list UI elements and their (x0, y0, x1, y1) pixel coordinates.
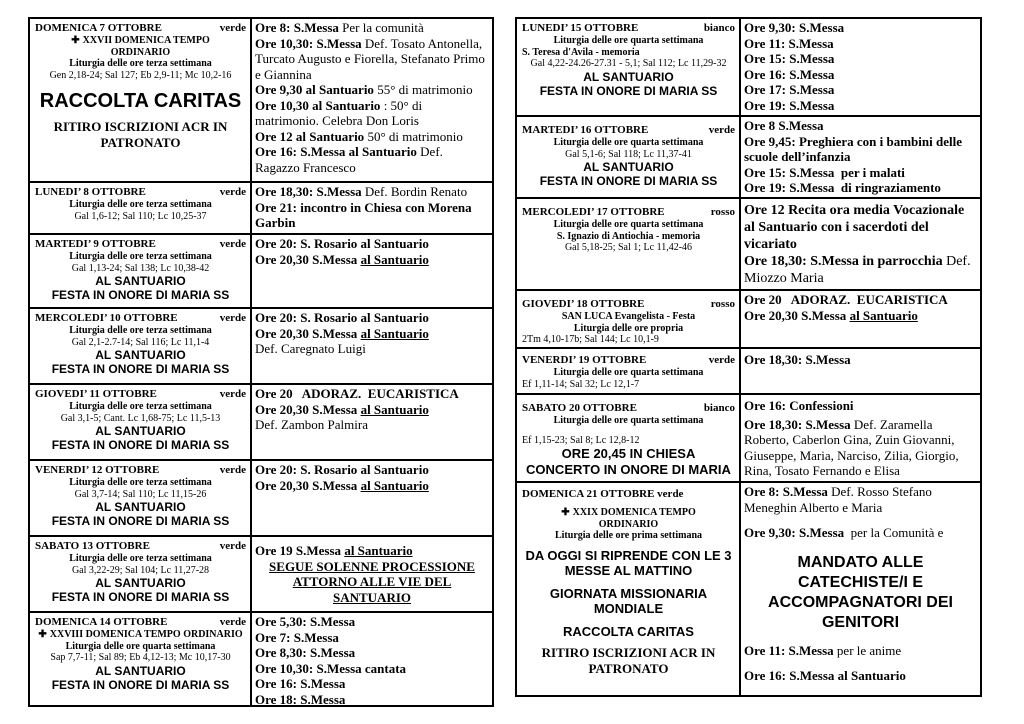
mass-time: Ore 20,30 S.Messa (255, 325, 361, 341)
day-title: DOMENICA 14 OTTOBRE (35, 616, 168, 628)
liturgy: Liturgia delle ore quarta settimana (553, 367, 704, 378)
mass-location: al Santuario (360, 401, 429, 417)
mass-time: Ore 10,30: S.Messa (255, 35, 362, 51)
liturgy: Liturgia delle ore quarta settimana (65, 640, 216, 652)
mass-time: Ore 18: S.Messa (255, 691, 346, 705)
mass-time: Ore 12 al Santuario (255, 128, 365, 144)
saint: S. Ignazio di Antiochia - memoria (556, 230, 701, 242)
mass-time: Ore 11: S.Messa (744, 642, 834, 658)
day-title: MARTEDI’ 16 OTTOBRE (522, 124, 649, 136)
right-column (515, 17, 982, 697)
announcement: RACCOLTA CARITAS (563, 623, 694, 639)
liturgy: Liturgia delle ore quarta settimana (553, 219, 704, 230)
day-title: MERCOLEDI’ 17 OTTOBRE (522, 206, 665, 218)
santuario-line: AL SANTUARIO (95, 576, 186, 590)
mass-time: Ore 18,30: S.Messa (255, 184, 362, 199)
announcement: DA OGGI SI RIPRENDE CON LE 3 MESSE AL MATTINO (525, 547, 732, 578)
day-row-thu18 (517, 291, 980, 349)
day-row-mon15 (517, 19, 980, 117)
mass-intention: per la Comunità e (844, 525, 944, 540)
announcement: GIORNATA MISSIONARIA MONDIALE (549, 585, 708, 616)
day-row-tue9 (30, 235, 492, 309)
feast-2: ORDINARIO (110, 46, 171, 58)
liturgical-color: verde (219, 616, 246, 628)
festa-line: FESTA IN ONORE DI MARIA SS (51, 514, 230, 528)
mass-time: Ore 15: S.Messa per i malati (744, 164, 905, 180)
day-title: LUNEDI’ 15 OTTOBRE (522, 22, 639, 34)
feast-2: ORDINARIO (598, 518, 659, 530)
day-title: MERCOLEDI’ 10 OTTOBRE (35, 312, 178, 324)
mass-time: Ore 16: S.Messa (255, 676, 346, 691)
event: Ore 21: incontro in Chiesa con Morena Garbin (255, 199, 472, 230)
readings: Ef 1,11-14; Sal 32; Lc 12,1-7 (522, 378, 640, 390)
mass-time: Ore 17: S.Messa (744, 82, 835, 97)
day-row-wed10 (30, 309, 492, 385)
mass-intention: per le anime (833, 642, 902, 658)
mass-intention: 50° di matrimonio (364, 128, 463, 144)
mass-intention: Def. Zambon Palmira (255, 417, 368, 432)
liturgy: Liturgia delle ore terza settimana (69, 251, 212, 262)
mass-time: Ore 15: S.Messa (744, 51, 835, 66)
liturgy: Liturgia delle ore terza settimana (69, 401, 212, 412)
day-title: GIOVEDI’ 11 OTTOBRE (35, 388, 157, 400)
mass-time: Ore 5,30: S.Messa (255, 614, 356, 629)
day-row-sat20 (517, 395, 980, 483)
liturgical-color: verde (219, 312, 246, 324)
liturgy: Liturgia delle ore prima settimana (554, 530, 703, 541)
santuario-line: AL SANTUARIO (95, 424, 186, 438)
readings: Gal 5,1-6; Sal 118; Lc 11,37-41 (565, 148, 692, 160)
procession-notice: SEGUE SOLENNE PROCESSIONE ATTORNO ALLE VIE DEL SANTUARIO (269, 558, 475, 605)
mass-time: Ore 10,30: S.Messa cantata (255, 660, 407, 676)
mass-intention: Per la comunità (338, 20, 424, 35)
feast: XXVII DOMENICA TEMPO (82, 35, 210, 46)
left-column (28, 17, 494, 707)
mass-time: Ore 9,30 al Santuario (255, 82, 374, 97)
mass-intention: Def. Rosso Stefano Meneghin Alberto e Maria (744, 484, 932, 515)
liturgy: Liturgia delle ore quarta settimana (553, 137, 704, 148)
mass-time: Ore 18,30: S.Messa (744, 416, 851, 432)
day-row-mon8 (30, 183, 492, 235)
day-title: SABATO 20 OTTOBRE (522, 402, 637, 414)
mass-time: Ore 16: S.Messa al Santuario (744, 668, 906, 683)
day-title: MARTEDI’ 9 OTTOBRE (35, 238, 156, 250)
liturgical-color: verde (219, 464, 246, 476)
event: Ore 20: S. Rosario al Santuario (255, 310, 429, 325)
festa-line: FESTA IN ONORE DI MARIA SS (51, 288, 230, 302)
liturgy: Liturgia delle ore quarta settimana (553, 415, 704, 426)
cross-icon: ✚ (71, 35, 80, 46)
readings: 2Tm 4,10-17b; Sal 144; Lc 10,1-9 (522, 334, 659, 345)
mass-time: Ore 16: S.Messa al Santuario (255, 144, 417, 159)
readings: Ef 1,15-23; Sal 8; Lc 12,8-12 (522, 434, 640, 446)
concert-line-2: CONCERTO IN ONORE DI MARIA (526, 462, 731, 477)
day-row-wed17 (517, 199, 980, 291)
event: Ore 20 ADORAZ. EUCARISTICA (744, 292, 948, 307)
event: Ore 20 ADORAZ. EUCARISTICA (255, 386, 459, 401)
mass-time: Ore 18,30: S.Messa in parrocchia (744, 254, 943, 269)
day-row-sun21 (517, 483, 980, 695)
day-title: SABATO 13 OTTOBRE (35, 540, 150, 552)
mass-time: Ore 19 S.Messa (255, 543, 345, 558)
liturgy: Liturgia delle ore terza settimana (69, 477, 212, 488)
mass-time: Ore 19: S.Messa di ringraziamento (744, 180, 941, 195)
liturgical-color: rosso (710, 206, 735, 218)
mass-time: Ore 8,30: S.Messa (255, 645, 356, 660)
mass-time: Ore 9,30: S.Messa (744, 20, 845, 35)
festa-line: FESTA IN ONORE DI MARIA SS (51, 677, 230, 692)
festa-line: FESTA IN ONORE DI MARIA SS (539, 174, 718, 188)
day-row-fri12 (30, 461, 492, 537)
day-title: LUNEDI’ 8 OTTOBRE (35, 186, 146, 198)
announcement-line-1: RITIRO ISCRIZIONI ACR IN (541, 644, 716, 660)
announcement-line-2: PATRONATO (588, 660, 669, 676)
mass-location: al Santuario (360, 325, 429, 341)
mass-time: Ore 8 S.Messa (744, 118, 824, 133)
mass-intention: Def. Zaramella Roberto, Caberlon Gina, Zuin Giovanni, Giuseppe, Maria, Narciso, Zilia, Giorgio, Rina, Tosato Fernando e Elisa (744, 416, 959, 478)
mass-time: Ore 11: S.Messa (744, 35, 834, 51)
festa-line: FESTA IN ONORE DI MARIA SS (539, 83, 718, 98)
mass-intention: : 50° di matrimonio. Celebra Don Loris (255, 97, 423, 128)
liturgical-color: bianco (703, 402, 735, 414)
mass-intention: Def. Miozzo Maria (744, 254, 971, 286)
big-announcement: RACCOLTA CARITAS (39, 90, 242, 112)
mass-location: al Santuario (360, 477, 429, 493)
liturgical-color: verde (219, 186, 246, 198)
festa-line: FESTA IN ONORE DI MARIA SS (51, 438, 230, 452)
liturgical-color: verde (219, 388, 246, 400)
liturgical-color: verde (708, 354, 735, 366)
feast: XXIX DOMENICA TEMPO (572, 507, 696, 518)
mass-intention: Def. Tosato Antonella, Turcato Augusto e Fiorella, Stefanato Primo e Giannina (255, 35, 485, 82)
liturgy: Liturgia delle ore terza settimana (69, 325, 212, 336)
liturgy: Liturgia delle ore quarta settimana (553, 35, 704, 46)
mass-time: Ore 9,30: S.Messa (744, 525, 845, 540)
event: Ore 20: S. Rosario al Santuario (255, 462, 429, 477)
mass-intention: Def. Ragazzo Francesco (255, 144, 443, 175)
readings: Gal 5,18-25; Sal 1; Lc 11,42-46 (564, 242, 693, 253)
readings: Gen 2,18-24; Sal 127; Eb 2,9-11; Mc 10,2-16 (49, 69, 232, 81)
announcement-line-1: RITIRO ISCRIZIONI ACR IN (53, 119, 228, 134)
liturgy: Liturgia delle ore terza settimana (69, 58, 212, 69)
day-row-tue16 (517, 117, 980, 199)
readings: Gal 2,1-2.7-14; Sal 116; Lc 11,1-4 (71, 336, 210, 348)
readings: Gal 1,6-12; Sal 110; Lc 10,25-37 (74, 210, 207, 222)
day-row-sun7 (30, 19, 492, 183)
mass-time: Ore 16: S.Messa (744, 66, 835, 82)
concert-line-1: ORE 20,45 IN CHIESA (561, 446, 696, 461)
mandate-announcement: MANDATO ALLE CATECHISTE/I E ACCOMPAGNATORI DEI GENITORI (768, 553, 953, 631)
santuario-line: AL SANTUARIO (95, 274, 186, 288)
mass-intention: 55° di matrimonio (373, 82, 473, 97)
mass-time: Ore 10,30 al Santuario (255, 97, 381, 113)
day-title: DOMENICA 7 OTTOBRE (35, 22, 162, 34)
announcement-line-2: PATRONATO (100, 135, 181, 150)
mass-location: al Santuario (849, 307, 918, 323)
mass-time: Ore 18,30: S.Messa (744, 352, 851, 367)
santuario-line: AL SANTUARIO (95, 500, 186, 514)
day-title: VENERDI’ 19 OTTOBRE (522, 354, 647, 366)
saint: S. Teresa d'Avila - memoria (522, 46, 640, 58)
mass-time: Ore 7: S.Messa (255, 629, 339, 645)
day-row-sat13 (30, 537, 492, 613)
liturgical-color: rosso (710, 298, 735, 310)
day-row-thu11 (30, 385, 492, 461)
liturgical-color: verde (219, 540, 246, 552)
cross-icon: ✚ (38, 629, 47, 640)
liturgical-color: verde (219, 238, 246, 250)
event: Ore 20: S. Rosario al Santuario (255, 236, 429, 251)
liturgy: Liturgia delle ore terza settimana (69, 553, 212, 564)
day-title: VENERDI’ 12 OTTOBRE (35, 464, 160, 476)
readings: Gal 1,13-24; Sal 138; Lc 10,38-42 (71, 262, 210, 274)
day-title: DOMENICA 21 OTTOBRE verde (522, 488, 684, 500)
cross-icon: ✚ (561, 507, 570, 518)
festa-line: FESTA IN ONORE DI MARIA SS (51, 590, 230, 604)
liturgy: Liturgia delle ore propria (573, 322, 684, 334)
event: Ore 16: Confessioni (744, 398, 854, 413)
liturgical-color: bianco (703, 22, 735, 34)
santuario-line: AL SANTUARIO (95, 663, 186, 678)
mass-location: al Santuario (360, 251, 429, 267)
day-row-sun14 (30, 613, 492, 705)
readings: Gal 3,7-14; Sal 110; Lc 11,15-26 (74, 488, 207, 500)
readings: Gal 3,1-5; Cant. Lc 1,68-75; Lc 11,5-13 (60, 412, 221, 424)
liturgical-color: verde (219, 22, 246, 34)
readings: Gal 4,22-24.26-27.31 - 5,1; Sal 112; Lc 11,29-32 (530, 58, 727, 69)
mass-time: Ore 8: S.Messa (255, 20, 339, 35)
mass-location: al Santuario (344, 543, 413, 558)
santuario-line: AL SANTUARIO (583, 69, 674, 84)
mass-time: Ore 20,30 S.Messa (255, 251, 361, 267)
santuario-line: AL SANTUARIO (95, 348, 186, 362)
mass-intention: Def. Bordin Renato (361, 184, 468, 199)
mass-intention: Def. Caregnato Luigi (255, 341, 366, 356)
mass-time: Ore 8: S.Messa (744, 484, 828, 499)
liturgy: Liturgia delle ore terza settimana (69, 199, 212, 210)
santuario-line: AL SANTUARIO (583, 160, 674, 174)
mass-time: Ore 20,30 S.Messa (744, 307, 850, 323)
day-title: GIOVEDI’ 18 OTTOBRE (522, 298, 645, 310)
readings: Sap 7,7-11; Sal 89; Eb 4,12-13; Mc 10,17-30 (50, 652, 231, 663)
mass-time: Ore 19: S.Messa (744, 97, 835, 113)
event: Ore 12 Recita ora media Vocazionale al Santuario con i sacerdoti del vicariato (744, 203, 965, 252)
liturgical-color: verde (708, 124, 735, 136)
readings: Gal 3,22-29; Sal 104; Lc 11,27-28 (71, 564, 210, 576)
mass-time: Ore 20,30 S.Messa (255, 401, 361, 417)
saint: SAN LUCA Evangelista - Festa (561, 311, 696, 322)
event: Ore 9,45: Preghiera con i bambini delle scuole dell’infanzia (744, 133, 962, 164)
day-row-fri19 (517, 349, 980, 395)
mass-time: Ore 20,30 S.Messa (255, 477, 361, 493)
feast: XXVIII DOMENICA TEMPO ORDINARIO (49, 629, 243, 640)
festa-line: FESTA IN ONORE DI MARIA SS (51, 362, 230, 376)
